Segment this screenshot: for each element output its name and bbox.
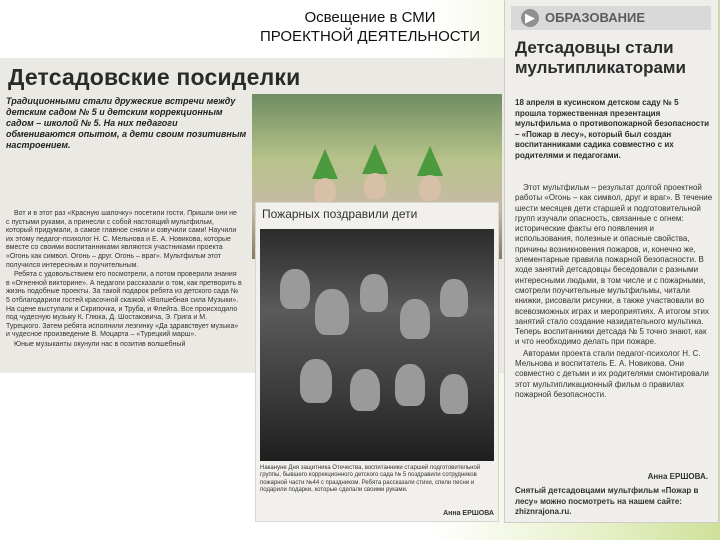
right-article-paragraph: Авторами проекта стали педагог-психолог Н. С. Мельнова и воспитатель Е. А. Новикова. Они совместно с детьми и их родителями смонтировали этот мультипликационный фильм о правилах пожарной безопасности. [515, 348, 709, 399]
rubric-banner [511, 6, 711, 30]
person-figure [440, 279, 468, 317]
left-article-paragraph: Вот и в этот раз «Красную шапочку» посетили гости. Пришли они не с пустыми руками, а принесли с собой настоящий мультфильм, который придумали, а самое главное сняли и озвучили сами! Научили их этому педагог-психолог Н. С. Мельнова и Е. А. Новикова, которые вместе со своими воспитанниками являются участниками проекта «Огонь как символ. Огонь – друг. Огонь – враг». Мультфильм этот получился интересным и поучительным. [6, 210, 237, 269]
arrow-icon: ▶ [521, 9, 539, 27]
left-article-body [6, 210, 242, 351]
right-article-lead: 18 апреля в кусинском детском саду № 5 прошла торжественная презентация мультфильма о противопожарной безопасности – «Пожар в лесу», который был создан воспитанниками садика совместно с их родителями и педагогами. [515, 98, 710, 160]
person-figure [400, 299, 430, 339]
child-figure [419, 175, 441, 201]
person-figure [440, 374, 468, 414]
right-article-headline: Детсадовцы стали мультипликаторами [515, 38, 686, 77]
right-article-body [515, 183, 713, 401]
right-article-footer: Снятый детсадовцами мультфильм «Пожар в лесу» можно посмотреть на нашем сайте: zhiznrajona.ru. [515, 486, 699, 516]
right-article-author: Анна ЕРШОВА. [647, 472, 708, 481]
middle-newspaper-clipping [256, 203, 498, 521]
rubric-label: ОБРАЗОВАНИЕ [545, 10, 645, 25]
person-figure [315, 289, 349, 335]
child-figure [314, 178, 336, 204]
person-figure [350, 369, 380, 411]
left-article-lead: Традиционными стали дружеские встречи между детским садом № 5 и детским коррекционным садом – школой № 5. На них педагоги обмениваются опытом, а дети своим позитивным настроением. [6, 96, 247, 150]
costume-hat [362, 144, 388, 174]
slide-title [225, 8, 515, 46]
person-figure [360, 274, 388, 312]
middle-article-caption: Накануне Дня защитника Отечества, воспитанники старшей подготовительной группы, бывшего коррекционного детского сада № 5 поздравили сотрудников пожарной части №44 с праздником. Ребята рассказали стихи, спели песни и подарили подарки, которые сделали своими руками. [260, 465, 481, 494]
firefighters-children-photo [260, 229, 494, 461]
slide-title-line2: ПРОЕКТНОЙ ДЕЯТЕЛЬНОСТИ [259, 28, 481, 45]
right-newspaper-clipping [505, 0, 718, 522]
middle-article-headline: Пожарных поздравили дети [262, 207, 418, 221]
person-figure [280, 269, 310, 309]
slide-title-line1: Освещение в СМИ [304, 9, 436, 26]
child-figure [364, 173, 386, 199]
right-article-paragraph: Этот мультфильм – результат долгой проектной работы «Огонь – как символ, друг и враг». В течение шести месяцев дети старшей и подготовительной групп изучали опасность, связанные с огнем: исторические факты его появления и использования, полезные и опасные свойства, причины возникновения пожаров, и, конечно же, элементарные правила пожарной безопасности. В ходе занятий детсадовцы беседовали с разными интересными людьми, в том числе и с пожарными, смотрели поучительные мультфильмы, читали книжки, рисовали рисунки, а также участвовали во всевозможных играх и мероприятиях. А итогом этих занятий стало создание назидательного мультика. Теперь воспитанники детсада № 5 точно знают, как и что необходимо делать при пожаре. [515, 183, 713, 347]
costume-hat [312, 149, 338, 179]
costume-hat [417, 146, 443, 176]
middle-article-signature: Анна ЕРШОВА [443, 510, 494, 517]
left-article-paragraph: Юные музыканты окунули нас в позитив волшебный [14, 340, 186, 348]
person-figure [300, 359, 332, 403]
person-figure [395, 364, 425, 406]
left-article-paragraph: Ребята с удовольствием его посмотрели, а потом проверили знания в «Огненной викторине». А педагоги рассказали о том, как претворить в жизнь подобные проекты. За такой подарок ребята из детского сада № 5 отблагодарили гостей красочной сказкой «Волшебная сила Музыки». На сцене выступали и Скрипочка, и Труба, и Флейта. Все происходило под чудесную музыку К. Глюка, Д. Шостаковича, Э. Грига и М. Турецкого. Затем ребята исполнили лезгинку «Да здравствует музыка» и чудесное произведение В. Моцарта – «Турецкий марш». [6, 271, 242, 339]
left-article-headline: Детсадовские посиделки [8, 64, 301, 90]
